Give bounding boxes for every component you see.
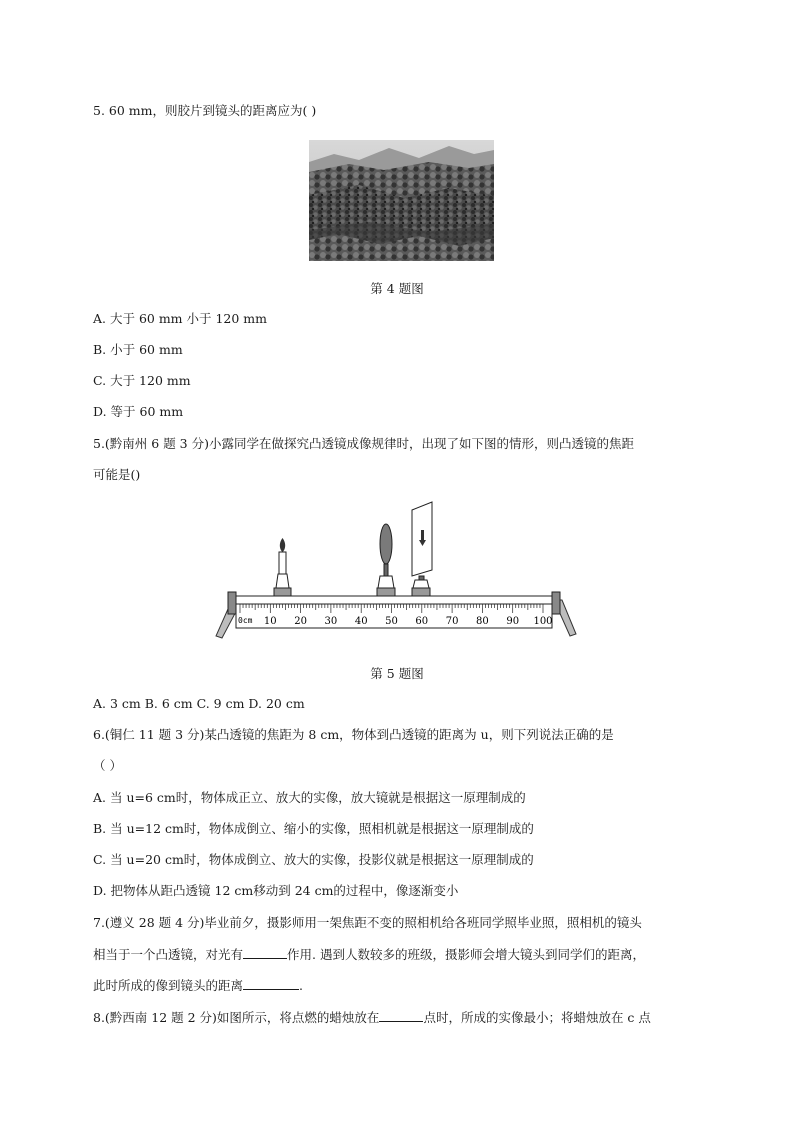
light-screen — [412, 502, 432, 596]
ruler-label: 100 — [533, 616, 553, 627]
ruler-label: 50 — [385, 616, 398, 627]
bench-right-end — [552, 592, 560, 614]
q6-stem-line2: （ ） — [93, 758, 122, 773]
figure-4-caption: 第 4 题图 — [370, 281, 424, 296]
q7-line3-part2: . — [299, 978, 303, 993]
q7-line2-part2: 作用. 遇到人数较多的班级，摄影师会增大镜头到同学们的距离， — [287, 947, 645, 962]
ruler-label: 60 — [415, 616, 429, 627]
optical-bench-diagram — [210, 500, 578, 644]
q4-option-c: C. 大于 120 mm — [93, 373, 191, 388]
q4-stem-line: 5. 60 mm，则胶片到镜头的距离应为( ) — [93, 103, 317, 118]
q6-option-b: B. 当 u=12 cm时，物体成倒立、缩小的实像，照相机就是根据这一原理制成的 — [93, 821, 534, 836]
q7-answer-blank-1[interactable] — [243, 946, 287, 959]
q8-line1-part2: 点时，所成的实像最小；将蜡烛放在 c 点 — [423, 1010, 651, 1025]
bench-left-end — [228, 592, 236, 614]
q7-line3-part1: 此时所成的像到镜头的距离 — [93, 978, 244, 993]
candle-holder — [276, 574, 289, 588]
ruler-label: 90 — [506, 616, 520, 627]
ruler-label: 20 — [294, 616, 307, 627]
q4-option-d: D. 等于 60 mm — [93, 404, 184, 419]
q8-line1-part1: 8.(黔西南 12 题 2 分)如图所示，将点燃的蜡烛放在 — [93, 1010, 380, 1025]
q5-stem-line1: 5.(黔南州 6 题 3 分)小露同学在做探究凸透镜成像规律时，出现了如下图的情形，则凸透镜的焦距 — [93, 436, 634, 451]
landscape-photo-image — [309, 140, 494, 261]
q4-option-a: A. 大于 60 mm 小于 120 mm — [93, 311, 268, 326]
ruler-label: 70 — [445, 616, 459, 627]
q5-stem-line2: 可能是() — [93, 467, 141, 482]
q7-answer-blank-2[interactable] — [243, 977, 299, 990]
ruler-label: 80 — [476, 616, 489, 627]
convex-lens — [377, 524, 395, 596]
q5-options: A. 3 cm B. 6 cm C. 9 cm D. 20 cm — [93, 696, 305, 711]
q7-line2-part1: 相当于一个凸透镜，对光有 — [93, 947, 244, 962]
ruler-label: 30 — [324, 616, 338, 627]
landscape-photo — [309, 140, 494, 261]
ruler-label: 40 — [354, 616, 368, 627]
ruler-label: 10 — [263, 616, 277, 627]
bench-rail — [236, 596, 552, 604]
q6-option-d: D. 把物体从距凸透镜 12 cm移动到 24 cm的过程中，像逐渐变小 — [93, 883, 459, 898]
q4-option-b: B. 小于 60 mm — [93, 342, 183, 357]
q8-answer-blank-1[interactable] — [379, 1009, 423, 1022]
candle — [274, 538, 291, 596]
q6-option-c: C. 当 u=20 cm时，物体成倒立、放大的实像，投影仪就是根据这一原理制成的 — [93, 852, 534, 867]
ruler-unit-label: 0cm — [238, 616, 253, 625]
q6-option-a: A. 当 u=6 cm时，物体成正立、放大的实像，放大镜就是根据这一原理制成的 — [93, 790, 526, 805]
q6-stem-line1: 6.(铜仁 11 题 3 分)某凸透镜的焦距为 8 cm，物体到凸透镜的距离为 u，则下列说法正确的是 — [93, 727, 614, 742]
q7-line1: 7.(遵义 28 题 4 分)毕业前夕，摄影师用一架焦距不变的照相机给各班同学照毕业照，照相机的镜头 — [93, 915, 642, 930]
figure-5-caption: 第 5 题图 — [370, 666, 424, 681]
q7-line3 — [93, 977, 303, 994]
q8-line1 — [93, 1009, 651, 1026]
q7-line2 — [93, 946, 645, 963]
optical-bench-figure — [210, 500, 578, 644]
candle-flame — [280, 538, 285, 552]
